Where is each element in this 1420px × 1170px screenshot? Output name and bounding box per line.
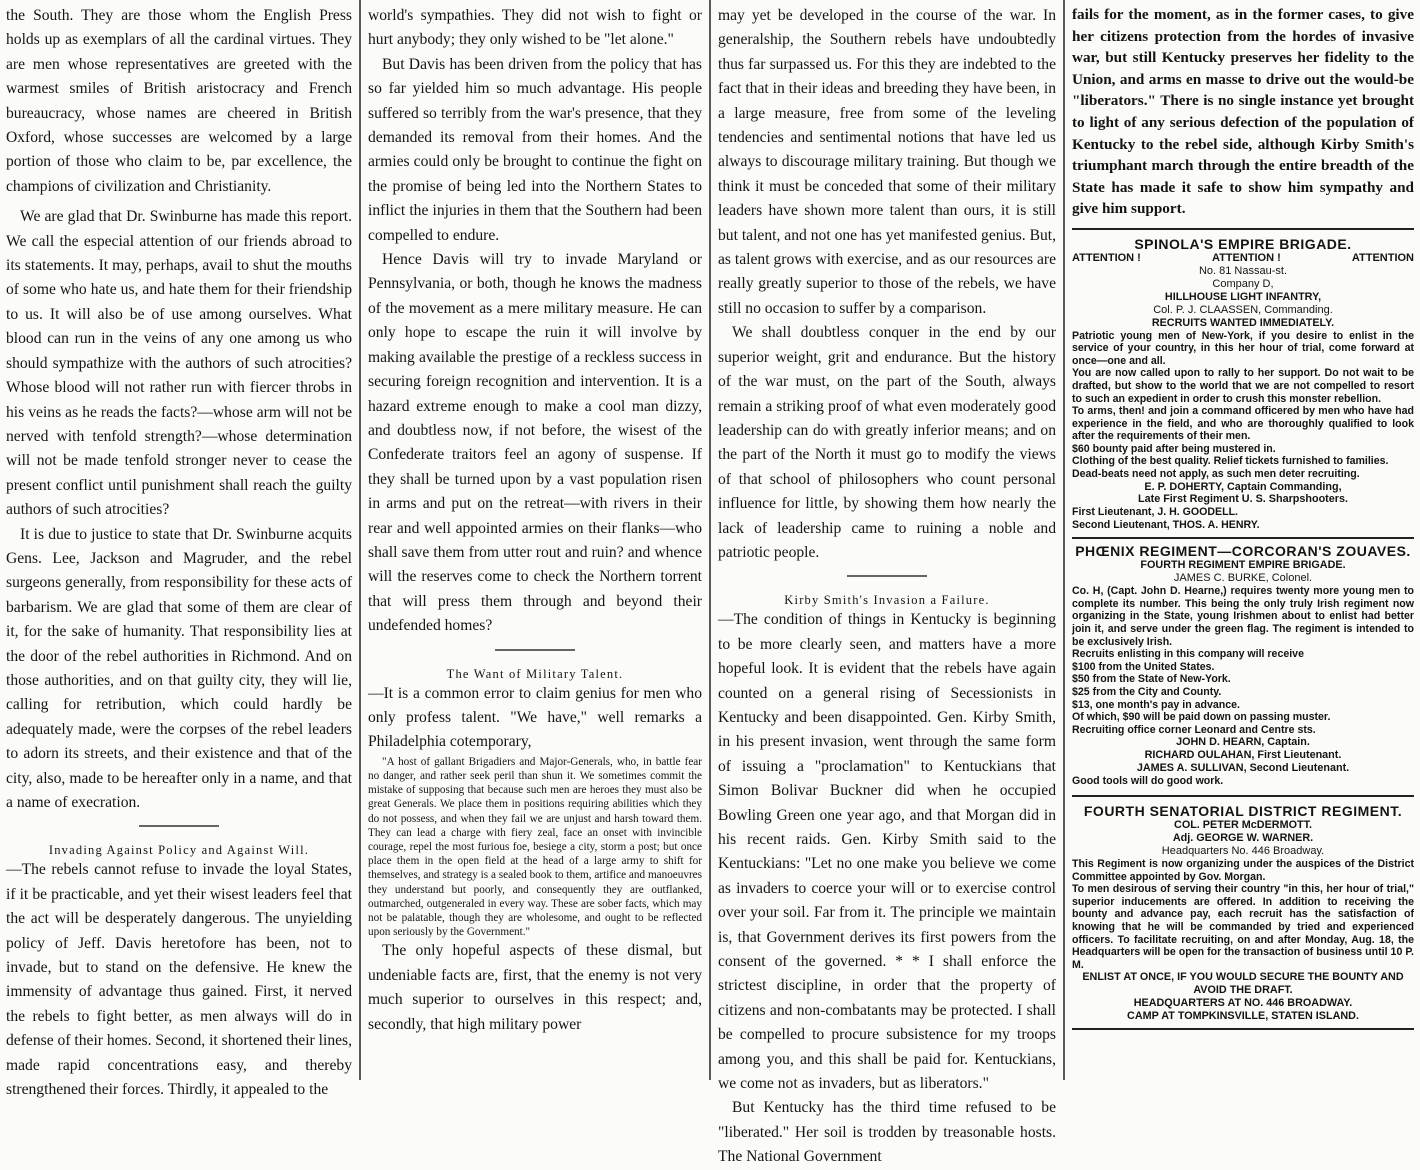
column-3 xyxy=(712,0,1062,1166)
paragraph: —The rebels cannot refuse to invade the loyal States, if it be practicable, and yet their wisest leaders feel that the act will be desperately dangerous. The unyielding policy of Jeff. Davis heretofore has been, not to invade, but to stand on the defensive. He knew the immensity of advantage thus gained. First, it nerved the rebels to fight better, as men always will do in defense of their homes. Second, it shortened their lines, made rapid concentrations easy, and thereby strengthened their forces. Thirdly, it appealed to the xyxy=(6,861,353,1099)
ad-body: Clothing of the best quality. Relief tickets furnished to families. xyxy=(1072,455,1389,468)
attention-text: ATTENTION ! xyxy=(1211,251,1281,264)
advertisement-fourth-senatorial xyxy=(1072,795,1414,1030)
section-heading: Invading Against Policy and Against Will. xyxy=(48,843,310,858)
paragraph: It is due to justice to state that Dr. Swinburne acquits Gens. Lee, Jackson and Magruder, and the rebel surgeons generally, from responsibility for these acts of barbarism. We are glad that some of them are clear of it, for the sake of humanity. That responsibility lies at the door of the rebel authorities in Richmond. And on those authorities, and on that guilty city, they will lie, calling for retribution, which could hardly be adequately made, were the corpses of the rebel leaders to adorn its streets, and their existence and that of the city, also, made to be hereafter only in a name, and that a name of execration. xyxy=(6,525,353,811)
ad-line: HEADQUARTERS AT NO. 446 BROADWAY. xyxy=(1133,996,1353,1009)
ad-body: To men desirous of serving their country "in this, her hour of trial," superior inducements are offered. In addition to receiving the bounty and advance pay, each recruit has the satisfaction of knowing that he will be commanded by tried and experienced officers. To facilitate recruiting, on and after Monday, Aug. 18, the Headquarters will be open for the transaction of business until 10 P. M. xyxy=(1072,883,1414,971)
ad-body: Recruiting office corner Leonard and Centre sts. xyxy=(1072,723,1316,736)
ad-body: $100 from the United States. xyxy=(1072,660,1215,673)
ad-body: $50 from the State of New-York. xyxy=(1072,673,1231,686)
ad-line: COL. PETER McDERMOTT. xyxy=(1174,819,1312,832)
ad-signature: Second Lieutenant, THOS. A. HENRY. xyxy=(1072,518,1260,531)
paragraph: —The condition of things in Kentucky is beginning to be more clearly seen, and matters have a more hopeful look. It is evident that the rebels have again counted on a general rising of Secessionists in Kentucky and been disappointed. Gen. Kirby Smith, in his present invasion, went through the same form of issuing a "proclamation" to Kentuckians that Simon Bolivar Buckner did when he occupied Bowling Green one year ago, and that Morgan did in his recent raids. Gen. Kirby Smith said to the Kentuckians: "Let no one make you believe we come as invaders to coerce your will or to exercise control over your soil. Far from it. The principle we maintain is, that Government derives its first powers from the consent of the governed. * * I shall enforce the strictest discipline, in order that the property of citizens and non-combatants may be protected. I shall be compelled to procure subsistence for my troops among you, and this shall be paid for. Kentuckians, we come not as invaders, but as liberators." xyxy=(718,611,1056,1093)
ad-line: Company D, xyxy=(1212,277,1274,290)
section-divider xyxy=(847,575,927,577)
paragraph: We are glad that Dr. Swinburne has made this report. We call the especial attention of our friends abroad to its statements. It may, perhaps, avail to shut the mouths of some who hate us, and hate them for their friendship to us. It will also be of use among ourselves. What blood can run in the veins of any one among us who should sympathize with the authors of such atrocities? Whose blood will not rather run with fiercer throbs in his veins as he reads the facts?—whose arm will not be nerved with tenfold strength?—whose determination will not be made tenfold stronger never to cease the present conflict until punishment shall reach the guilty authors of such atrocities? xyxy=(6,208,352,519)
ad-body: This Regiment is now organizing under the auspices of the District Committee appointed by Gov. Morgan. xyxy=(1072,857,1414,883)
column-2 xyxy=(362,0,708,1080)
ad-line: Col. P. J. CLAASSEN, Commanding. xyxy=(1153,303,1333,316)
ad-line: CAMP AT TOMPKINSVILLE, STATEN ISLAND. xyxy=(1127,1009,1359,1022)
ad-signature: JAMES A. SULLIVAN, Second Lieutenant. xyxy=(1136,761,1350,774)
paragraph: But Kentucky has the third time refused to be "liberated." Her soil is trodden by treasonable hosts. The National Government xyxy=(718,1099,1056,1166)
section-heading: Kirby Smith's Invasion a Failure. xyxy=(784,593,990,608)
column-rule xyxy=(1063,0,1065,1080)
ad-signature: E. P. DOHERTY, Captain Commanding, xyxy=(1144,480,1342,493)
section-divider xyxy=(495,649,575,651)
ad-line: ENLIST AT ONCE, IF YOU WOULD SECURE THE BOUNTY AND AVOID THE DRAFT. xyxy=(1082,971,1404,997)
ad-line: Adj. GEORGE W. WARNER. xyxy=(1172,832,1314,845)
ad-body: Good tools will do good work. xyxy=(1072,774,1224,787)
ad-line: JAMES C. BURKE, Colonel. xyxy=(1173,572,1313,585)
kentucky-continuation xyxy=(1072,4,1414,220)
ad-signature: JOHN D. HEARN, Captain. xyxy=(1176,736,1310,749)
ad-body: Recruits enlisting in this company will receive xyxy=(1072,648,1304,661)
attention-text: ATTENTION ! xyxy=(1072,251,1141,264)
ad-line: HILLHOUSE LIGHT INFANTRY, xyxy=(1164,290,1322,303)
advertisement-spinola xyxy=(1072,228,1414,540)
paragraph: world's sympathies. They did not wish to fight or hurt anybody; they only wished to be "let alone." xyxy=(368,7,702,49)
ad-body: Dead-beats need not apply, as such men deter recruiting. xyxy=(1072,468,1360,481)
paragraph: the South. They are those whom the English Press holds up as exemplars of all the cardinal virtues. They are men whose representatives are greeted with the warmest smiles of British aristocracy and French bureaucracy, whose names are cheered in British Oxford, whose successes are welcomed by a large portion of those who claim to be, par excellence, the champions of civilization and Christianity. xyxy=(6,7,352,195)
ad-body: Patriotic young men of New-York, if you desire to enlist in the service of your country, in this her hour of trial, come forward at once—one and all. xyxy=(1072,329,1414,367)
ad-body: You are now called upon to rally to her support. Do not wait to be drafted, but show to the world that we are not compelled to resort to such an expedient in order to crush this monster rebellion. xyxy=(1072,367,1414,405)
column-rule xyxy=(709,0,711,1080)
ad-title: PHŒNIX REGIMENT—CORCORAN'S ZOUAVES. xyxy=(1075,543,1411,560)
paragraph: We shall doubtless conquer in the end by our superior weight, grit and endurance. But the history of the war must, on the part of the South, always remain a striking proof of what even moderately good leadership can do with greatly inferior means; and on the part of the North it must go to modify the views of that school of philosophers who count personal influence for little, by showing them how nearly the lack of leadership came to ruining a noble and patriotic people. xyxy=(718,324,1056,561)
ad-body: $13, one month's pay in advance. xyxy=(1072,698,1240,711)
paragraph: Hence Davis will try to invade Maryland or Pennsylvania, or both, though he knows the madness of the movement as a mere military measure. He can only hope to escape the ruin it will involve by making available the prestige of a reckless success in securing foreign recognition and intervention. It is a hazard extreme enough to make a cool man dizzy, and doubtless now, if not before, the wisest of the Confederate traitors feel an agony of suspense. If they shall be turned upon by a vast population risen in arms and put on the retreat—with rivers in their rear and well appointed armies on their flanks—who shall save them from utter rout and ruin? and whence will the reserves come to check the Northern torrent that will press them through and beyond their undefended homes? xyxy=(368,251,702,635)
ad-body: $60 bounty paid after being mustered in. xyxy=(1072,442,1276,455)
ad-body: $25 from the City and County. xyxy=(1072,685,1222,698)
section-divider xyxy=(139,825,219,827)
ad-signature: Late First Regiment U. S. Sharpshooters. xyxy=(1138,493,1348,506)
ad-line: FOURTH REGIMENT EMPIRE BRIGADE. xyxy=(1140,559,1346,572)
ad-title: FOURTH SENATORIAL DISTRICT REGIMENT. xyxy=(1083,803,1403,820)
ad-body: Of which, $90 will be paid down on passing muster. xyxy=(1072,711,1331,724)
attention-text: ATTENTION xyxy=(1351,251,1414,264)
ad-body: To arms, then! and join a command officered by men who have had experience in the field, and who are thoroughly qualified to look after the requirements of their men. xyxy=(1072,405,1414,443)
paragraph: But Davis has been driven from the policy that has so far yielded him so much advantage. His people suffered so terribly from the war's presence, that they demanded its removal from their homes. And the armies could only be brought to continue the fight on the promise of being led into the Northern States to inflict the injuries in them that the Southern had been compelled to endure. xyxy=(368,55,702,244)
quotation xyxy=(368,755,702,940)
ad-line: No. 81 Nassau-st. xyxy=(1198,264,1288,277)
ad-signature: First Lieutenant, J. H. GOODELL. xyxy=(1072,506,1238,519)
ad-title: SPINOLA'S EMPIRE BRIGADE. xyxy=(1134,235,1352,252)
section-heading: The Want of Military Talent. xyxy=(446,666,624,681)
quote-text: "A host of gallant Brigadiers and Major-Generals, who, in battle fear no danger, and rather seek peril than shun it. We sometimes commit the mistake of supposing that because such men are heroes they must also be great Generals. We place them in positions requiring abilities which they do not possess, and when they fail we are unjust and harsh toward them. They can lead a charge with fiery zeal, face an onset with invincible courage, repel the most furious foe, besiege a city, storm a post; but once place them in the open field at the head of a large army to shift for themselves, and strategy is a sealed book to them, artifice and manoeuvres they understand but poorly, and consequently they are outflanked, outmarched, outgeneraled in every way. These are sober facts, which may not be palatable, though they are wholesome, and ought to be reflected upon seriously by the Government." xyxy=(368,755,702,939)
ad-line: Headquarters No. 446 Broadway. xyxy=(1161,844,1325,857)
ad-body: Co. H, (Capt. John D. Hearne,) requires twenty more young men to complete its number. This being the only truly Irish regiment now organizing in the State, young Irishmen about to enlist had better join it, and serve under the green flag. The regiment is intended to be exclusively Irish. xyxy=(1072,585,1414,648)
advertisement-phoenix xyxy=(1072,539,1414,787)
column-4 xyxy=(1066,0,1420,1080)
paragraph: fails for the moment, as in the former cases, to give her citizens protection from the hordes of invasive war, but still Kentucky preserves her fidelity to the Union, and arms en masse to drive out the would-be "liberators." There is no single instance yet brought to light of any serious defection of the population of Kentucky to the rebel side, although Kirby Smith's triumphant march through the entire breadth of the State has made it safe to show him sympathy and give him support. xyxy=(1072,6,1414,218)
column-1 xyxy=(0,0,358,1099)
paragraph: The only hopeful aspects of these dismal, but undeniable facts are, first, that the enemy is not very much superior to ourselves in this respect; and, secondly, that high military power xyxy=(368,942,702,1033)
column-rule xyxy=(359,0,361,1080)
ad-line: RECRUITS WANTED IMMEDIATELY. xyxy=(1151,316,1335,329)
paragraph: —It is a common error to claim genius for men who only profess talent. "We have," well remarks a Philadelphia cotemporary, xyxy=(368,684,702,751)
attention-row xyxy=(1072,252,1414,265)
ad-signature: RICHARD OULAHAN, First Lieutenant. xyxy=(1144,749,1342,762)
paragraph: may yet be developed in the course of the war. In generalship, the Southern rebels have undoubtedly thus far surpassed us. For this they are indebted to the fact that in their ideas and breeding they have been, in a large measure, free from some of the leveling tendencies and sentimental notions that have led us always to discourage military training. But though we think it must be conceded that some of their military leaders have shown more talent than ours, it is still but talent, and not one has yet manifested genius. But, as talent grows with exercise, and as our resources are really greatly superior to those of the rebels, we have still no occasion to suffer by a comparison. xyxy=(718,7,1056,317)
